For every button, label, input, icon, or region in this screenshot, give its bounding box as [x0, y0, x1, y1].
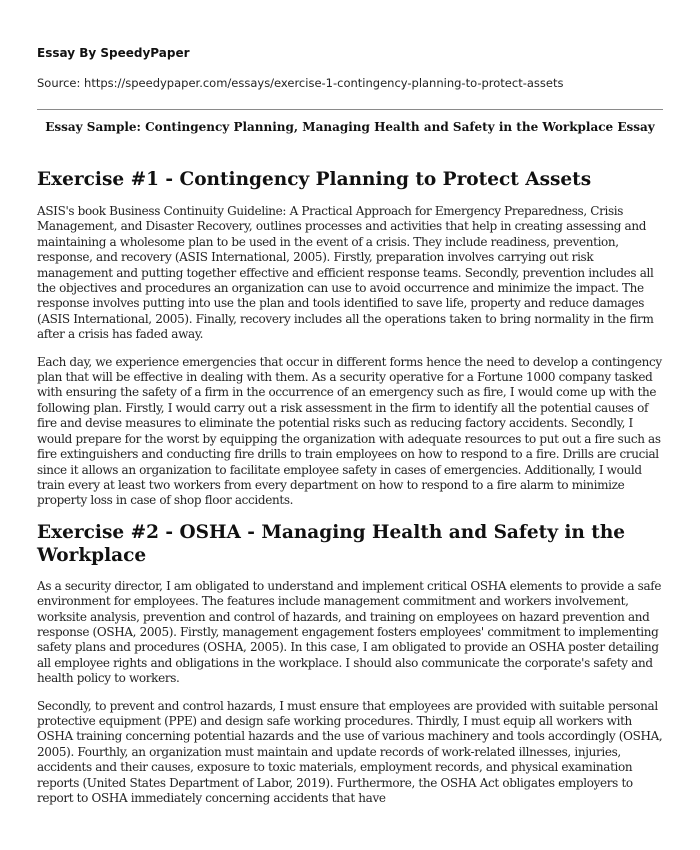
paragraph: Each day, we experience emergencies that occur in different forms hence the need to develop a contingency plan that will be effective in dealing with them. As a security operative for a Fortune 1000 company tasked with ensuring the safety of a firm in the occurrence of an emergency such as fire, I would come up with the following plan. Firstly, I would carry out a risk assessment in the firm to identify all the potential causes of fire and devise measures to eliminate the potential risks such as reducing factory accidents. Secondly, I would prepare for the worst by equipping the organization with adequate resources to put out a fire such as fire extinguishers and conducting fire drills to train employees on how to respond to a fire. Drills are crucial since it allows an organization to facilitate employee safety in cases of emergencies. Additionally, I would train every at least two workers from every department on how to respond to a fire alarm to minimize property loss in case of shop floor accidents. [37, 354, 662, 508]
paragraph: Secondly, to prevent and control hazards, I must ensure that employees are provided with suitable personal protective equipment (PPE) and design safe working procedures. Thirdly, I must equip all workers with OSHA training concerning potential hazards and the use of various machinery and tools accordingly (OSHA, 2005). Fourthly, an organization must maintain and update records of work-related illnesses, injuries, accidents and their causes, exposure to toxic materials, employment records, and physical examination reports (United States Department of Labor, 2019). Furthermore, the OSHA Act obligates employers to report to OSHA immediately concerning accidents that have [37, 698, 663, 805]
brand-label: Essay By SpeedyPaper [37, 46, 190, 60]
paragraph: As a security director, I am obligated to understand and implement critical OSHA elements to provide a safe environment for employees. The features include management commitment and workers involvement, worksite analysis, prevention and control of hazards, and training on employees on hazard prevention and response (OSHA, 2005). Firstly, management engagement fosters employees' commitment to implementing safety plans and procedures (OSHA, 2005). In this case, I am obligated to provide an OSHA poster detailing all employee rights and obligations in the workplace. I should also communicate the corporate's safety and health policy to workers. [37, 578, 662, 686]
paragraph: ASIS's book Business Continuity Guideline: A Practical Approach for Emergency Preparedness, Crisis Management, and Disaster Recovery, outlines processes and activities that help in creating assessing and maintaining a wholesome plan to be used in the event of a crisis. They include readiness, prevention, response, and recovery (ASIS International, 2005). Firstly, preparation involves carrying out risk management and putting together effective and efficient response teams. Secondly, prevention includes all the objectives and procedures an organization can use to avoid occurrence and minimize the impact. The response involves putting into use the plan and tools identified to save life, property and reduce damages (ASIS International, 2005). Finally, recovery includes all the operations taken to bring normality in the firm after a crisis has faded away. [37, 204, 654, 342]
essay-title: Essay Sample: Contingency Planning, Managing Health and Safety in the Workplace Essay [45, 120, 655, 134]
header-divider [37, 109, 663, 110]
source-url: Source: https://speedypaper.com/essays/exercise-1-contingency-planning-to-protect-assets [37, 76, 564, 90]
section-heading-exercise-1: Exercise #1 - Contingency Planning to Protect Assets [37, 169, 592, 190]
section-heading-exercise-2: Exercise #2 - OSHA - Managing Health and Safety in the Workplace [37, 521, 626, 566]
essay-body [37, 168, 665, 818]
